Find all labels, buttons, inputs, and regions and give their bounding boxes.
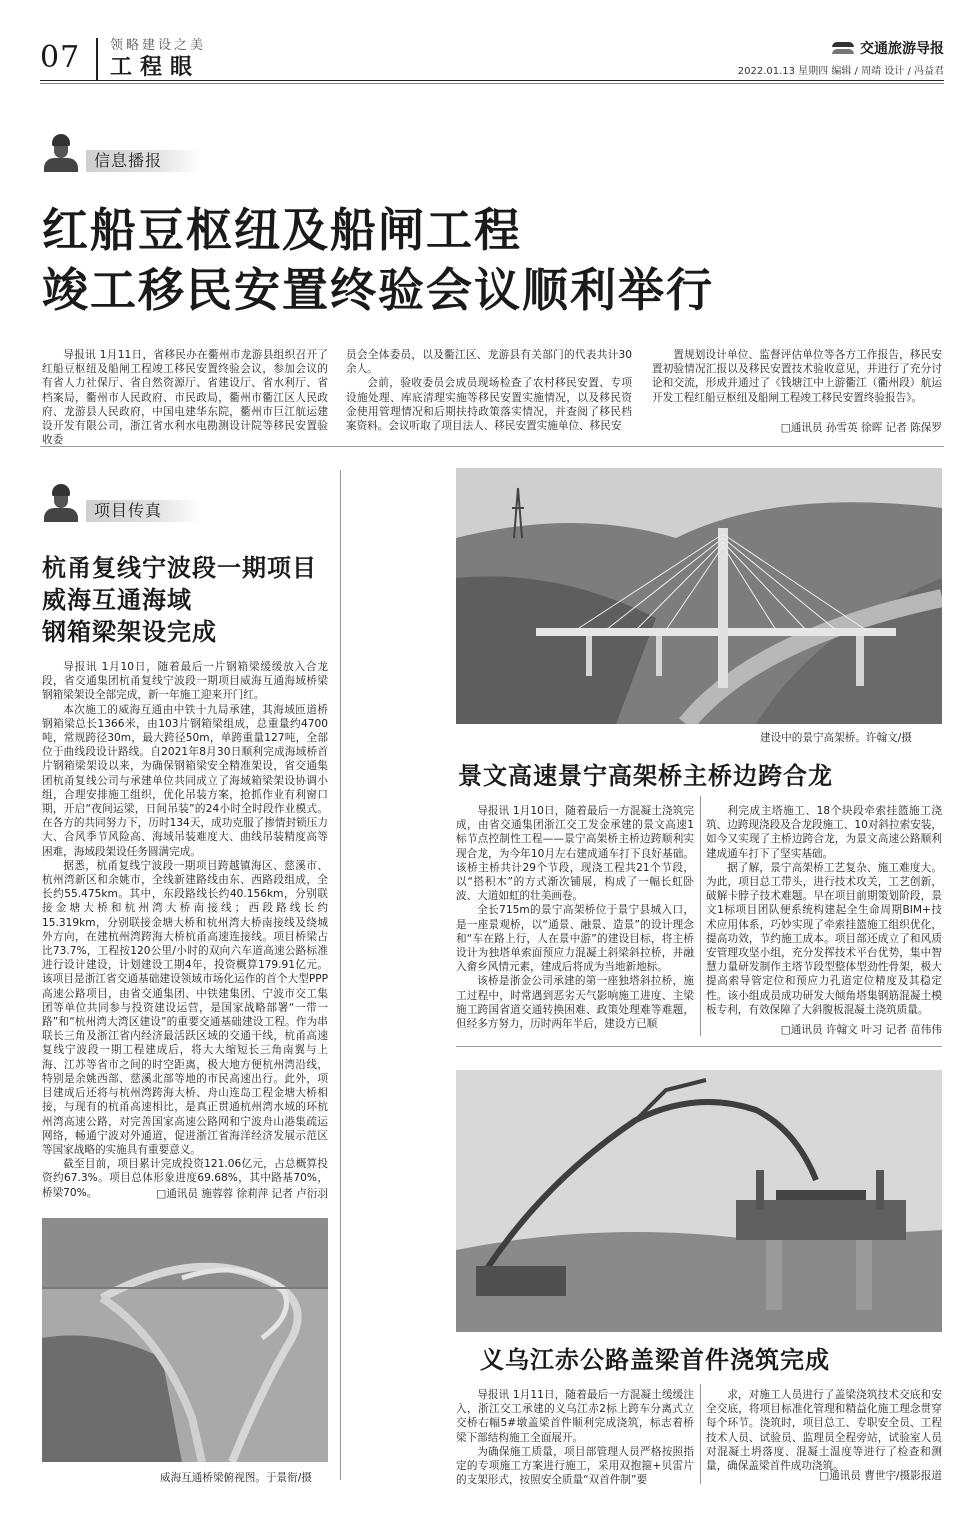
lead-headline-line1: 红船豆枢纽及船闸工程: [42, 203, 522, 257]
lead-col2-paragraph: 会前，验收委员会成员现场检查了农村移民安置、专项设施处理、库底清理实施等移民安置实施情况，以及移民资金使用管理情况和后期扶持政策落实情况，并查阅了移民档案资料。会议听取了项目法人、移民安置实施单位、移民安: [346, 377, 632, 433]
column-divider: [700, 1384, 701, 1484]
pier-cap-image: [456, 1070, 942, 1332]
section-badge-label: 项目传真: [86, 500, 202, 522]
page-number: 07: [40, 40, 81, 75]
lead-credit: □通讯员 孙雪英 徐晖 记者 陈保罗: [780, 422, 942, 434]
lead-body-col1: 导报讯 1月11日，省移民办在衢州市龙游县组织召开了红船豆枢纽及船闸工程竣工移民安置终验会议，参加会议的有省人力社保厅、省自然资源厅、省建设厅、省水利厅、省档案局，衢州市人民政府、市民政局，衢州市衢江区人民政府、龙游县人民政府，中国电建华东院，衢州市巨江航运建设开发有限公司，浙江省水利水电勘测设计院等移民安置验收委: [42, 349, 328, 447]
yiwu-article-col1: 导报讯 1月11日，随着最后一方混凝土缓缓注入，浙江交工承建的义乌江赤2标上跨车分离式立交桥右幅5#墩盖梁首件顺利完成浇筑，标志着桥梁下部结构施工全面展开。 为确保施工质量，项目部管理人员严格按照指定的专项施工方案进行施工，采用双抱箍+贝雷片的支架形式，按照安全质量“双首件制”要: [456, 1389, 694, 1487]
lead-headline: [42, 200, 714, 320]
bridge-article-headline: 景文高速景宁高架桥主桥边跨合龙: [458, 762, 833, 790]
worker-icon: [42, 484, 80, 522]
brand-name: 交通旅游导报: [860, 41, 944, 57]
left-article-body: 导报讯 1月10日，随着最后一片钢箱梁缓缓放入合龙段，省交通集团杭甬复线宁波段一期项目威海互通海域桥梁钢箱梁架设全部完成，新一年施工迎来开门红。 本次施工的威海互通由中铁十九局承建，其海域匝道桥钢箱梁总长1366米，由103片钢箱梁组成，总重量约4700吨，常规跨径30m，最大跨径50m，单跨重量127吨，全部位于曲线段设计路线。自2021年8月30日顺利完成海域桥首片钢箱梁架设以来，为确保钢箱梁安全精准架设，省交通集团杭甬复线公司与承建单位共同成立了海域箱梁架设协调小组，合理安排施工组织，优化吊装方案，抢抓作业有利窗口期，开启“夜间运梁，日间吊装”的24小时全时段作业模式。在各方的共同努力下，历时134天，成功克服了掺情封锁压力大、合风季节风险高、海域吊装难度大、曲线吊装精度高等困难，海域段架设任务圆满完成。 据悉，杭甬复线宁波段一期项目跨越镇海区、慈溪市、杭州湾新区和余姚市，全线新建路线由东、西路段组成，全长约55.475km。其中，东段路线长约40.156km，分别联接金塘大桥和杭州湾大桥南接线；西段路线长约15.319km，分别联接金塘大桥和杭州湾大桥南接线及绕城外方向，在建杭州湾跨海大桥杭甬高速连接线。项目桥梁占比73.7%，工程按120公里/小时的双向六车道高速公路标准进行设计建设，计划建设工期4年，投资概算179.91亿元。该项目是浙江省交通基础建设领域市场化运作的首个大型PPP高速公路项目，由省交通集团、中铁建集团、宁波市交工集团等单位共同参与投资建设运营，是国家战略部署“一带一路”和“杭州湾大湾区建设”的重要交通基础建设工程。作为串联长三角及浙江省内经济最活跃区域的交通干线，杭甬高速复线宁波段一期工程建成后，将大大缩短长三角南翼与上海、江苏等省市之间的时空距离，极大地方便杭州湾沿线，特别是余姚西部、慈溪北部等地的市民高速出行。此外，项目建成后还将与杭州湾跨海大桥、舟山连岛工程金塘大桥相接，与现有的杭甬高速相比，是真正贯通杭州湾水域的环杭州湾高速公路，对完善国家高速公路网和宁波舟山港集疏运网络，畅通宁波对外通道，促进浙江省海洋经济发展示范区等国家战略的实施具有重要意义。 截至目前，项目累计完成投资121.06亿元，占总概算投资约67.3%。项目总体形象进度69.68%，其中路基70%，桥梁70%。: [42, 661, 328, 1199]
section-badge-label: 信息播报: [86, 150, 202, 172]
left-headline-line: 钢箱梁架设完成: [42, 618, 217, 646]
brand-logo-icon: [832, 40, 854, 56]
bridge-article-col1: 导报讯 1月10日，随着最后一方混凝土浇筑完成，由省交通集团浙江交工发金承建的景文高速1标节点控制性工程——景宁高架桥主桥边跨顺利实现合龙，为今年10月左右建成通车打下良好基础。该桥主桥共计29个节段，现浇工程共21个节段，以“搭积木”的方式渐次铺展，构成了一幅长虹卧波、大道如虹的壮美画卷。 全长715m的景宁高架桥位于景宁县城入口，是一座景观桥，以“通景、融景、造景”的设计理念和“车在路上行，人在景中游”的建设目标，将主桥设计为独塔单索面预应力混凝土斜梁斜拉桥，并融入畲乡风情元素，建成后将成为当地新地标。 该桥是浙金公司承建的第一座独塔斜拉桥，施工过程中，时常遇到恶劣天气影响施工进度、主梁施工跨国省道交通转换困难、政策处理难等难题，但经多方努力，历时两年半后，建设方已顺: [456, 805, 694, 1031]
column-divider: [700, 796, 701, 1036]
yiwu-article-credit: □通讯员 曹世宇/摄影报道: [819, 1470, 942, 1482]
yiwu-article-col2: 求，对施工人员进行了盖梁浇筑技术交底和安全交底，将项目标准化管理和精益化施工理念贯穿每个环节。浇筑时，项目总工、专职安全员、工程技术人员、试验员、监理员全程旁站，试验室人员对混凝土坍落度、混凝土温度等进行了检查和测量，确保盖梁首件成功浇筑。: [706, 1389, 942, 1473]
masthead-rule: [40, 80, 944, 81]
left-headline-line: 杭甬复线宁波段一期项目: [42, 554, 317, 582]
bridge-photo-caption: 建设中的景宁高架桥。许翰文/摄: [760, 732, 912, 744]
lead-col2-paragraph: 员会全体委员，以及衢江区、龙游县有关部门的代表共计30余人。: [346, 349, 632, 376]
masthead-rule-thin: [40, 83, 944, 84]
lead-body-col2: [346, 348, 632, 433]
lead-body-col3: 置规划设计单位、监督评估单位等各方工作报告，移民安置初验情况汇报以及移民安置技术验收意见，并进行了充分讨论和交流，形成并通过了《钱塘江中上游衢江（衢州段）航运开发工程红船豆枢纽及船闸工程竣工移民安置终验报告》。: [652, 349, 942, 404]
lead-headline-line2: 竣工移民安置终验会议顺利举行: [42, 263, 714, 317]
worker-icon: [42, 134, 80, 172]
section-badge-project: [42, 484, 202, 522]
section-title: 工程眼: [110, 55, 201, 80]
newspaper-brand: [832, 38, 944, 58]
section-subtitle: 领略建设之美: [110, 38, 207, 53]
dateline: 2022.01.13 星期四 编辑 / 周靖 设计 / 冯益君: [737, 66, 944, 77]
section-divider: [40, 446, 944, 447]
bridge-article-credit: □通讯员 许翰文 叶习 记者 苗伟伟: [780, 1024, 942, 1036]
bridge-photo: [456, 468, 942, 724]
section-badge-info: [42, 134, 202, 172]
left-article-headline: [42, 552, 352, 648]
yiwu-article-headline: 义乌江赤公路盖梁首件浇筑完成: [480, 1346, 830, 1374]
left-article-credit: □通讯员 施蓉蓉 徐莉萍 记者 卢衍羽: [156, 1188, 328, 1200]
masthead-divider: [96, 38, 98, 80]
bridge-article-col2: 利完成主塔施工、18个块段牵索挂篮施工浇筑、边跨现浇段及合龙段施工、10对斜拉索安装，如今又实现了主桥边跨合龙，为景文高速公路顺利建成通车打下了坚实基础。 据了解，景宁高架桥工艺复杂、施工难度大。为此，项目总工带头，进行技术攻关，工艺创新，破解卡脖子技术难题。早在项目前期策划阶段，景文1标项目团队便系统构建起全生命周期BIM+技术应用体系，巧妙实现了牵索挂篮施工组织优化，提高功效，节约施工成本。项目部还成立了和风质安管理攻坚小组，充分发挥技术平台优势，集中智慧力量研发制作主塔节段型整体型劲性骨架，极大提高索导管定位和预应力孔道定位精度及其稳定性。该小组成员成功研发大倾角塔集钢筋混凝土模板专利，有效保障了大斜腹板混凝土浇筑质量。: [706, 805, 942, 1016]
article-divider: [456, 1046, 942, 1047]
pier-cap-photo: [456, 1070, 942, 1332]
interchange-photo-caption: 威海互通桥梁俯视图。于景衔/摄: [160, 1472, 312, 1484]
interchange-aerial-image: [42, 1218, 328, 1462]
interchange-aerial-photo: [42, 1218, 328, 1462]
bridge-image: [456, 468, 942, 724]
column-divider: [340, 470, 341, 1480]
left-headline-line: 威海互通海域: [42, 586, 192, 614]
